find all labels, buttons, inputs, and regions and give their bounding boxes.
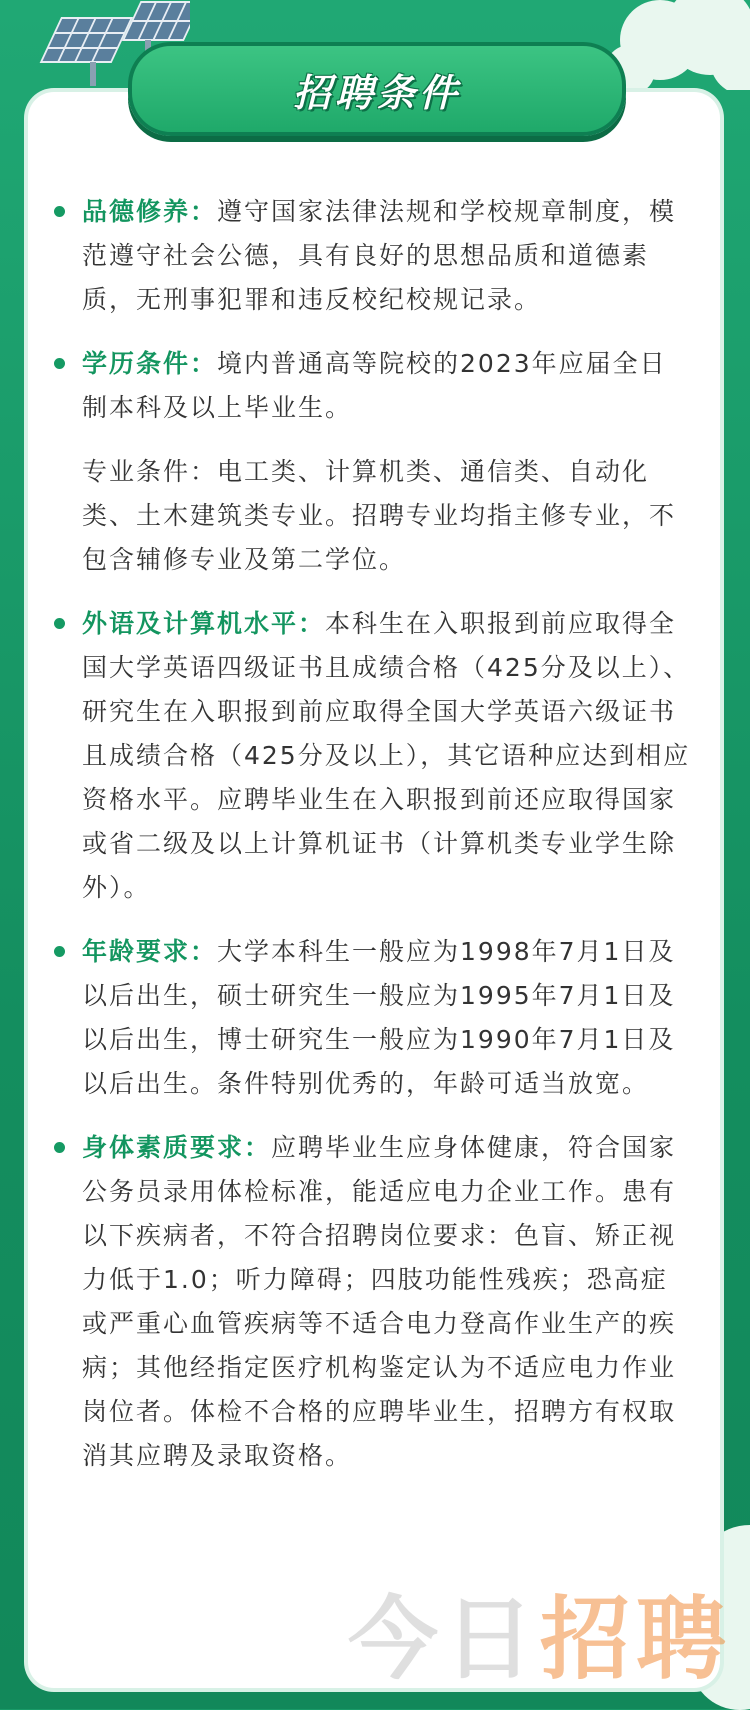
list-item — [52, 190, 692, 322]
page-title: 招聘条件 — [292, 70, 461, 115]
bullet-icon — [54, 946, 65, 957]
item-label: 外语及计算机水平： — [82, 609, 326, 638]
list-item — [52, 602, 692, 910]
watermark-part2: 招聘 — [540, 1587, 732, 1692]
watermark-part1: 今日 — [348, 1587, 540, 1692]
list-item — [52, 342, 692, 430]
item-text: 应聘毕业生应身体健康，符合国家公务员录用体检标准，能适应电力企业工作。患有以下疾病者，不符合招聘岗位要求：色盲、矫正视力低于1.0；听力障碍；四肢功能性残疾；恐高症或严重心血管疾病等不适合电力登高作业生产的疾病；其他经指定医疗机构鉴定认为不适应电力作业岗位者。体检不合格的应聘毕业生，招聘方有权取消其应聘及录取资格。 — [82, 1133, 677, 1470]
item-extra-text: 专业条件：电工类、计算机类、通信类、自动化类、土木建筑类专业。招聘专业均指主修专业，不包含辅修专业及第二学位。 — [82, 457, 677, 574]
item-text: 大学本科生一般应为1998年7月1日及以后出生，硕士研究生一般应为1995年7月1日及以后出生，博士研究生一般应为1990年7月1日及以后出生。条件特别优秀的，年龄可适当放宽。 — [82, 937, 676, 1098]
item-label: 学历条件： — [82, 349, 218, 378]
bullet-icon — [54, 358, 65, 369]
bullet-icon — [54, 618, 65, 629]
list-item-note — [52, 450, 692, 582]
bullet-icon — [54, 1142, 65, 1153]
item-label: 年龄要求： — [82, 937, 218, 966]
list-item — [52, 1126, 692, 1478]
item-text: 本科生在入职报到前应取得全国大学英语四级证书且成绩合格（425分及以上）、研究生在入职报到前应取得全国大学英语六级证书且成绩合格（425分及以上），其它语种应达到相应资格水平。应聘毕业生在入职报到前还应取得国家或省二级及以上计算机证书（计算机类专业学生除外）。 — [82, 609, 691, 902]
item-label: 身体素质要求： — [82, 1133, 272, 1162]
list-item — [52, 930, 692, 1106]
requirements-list — [52, 190, 692, 1498]
item-label: 品德修养： — [82, 197, 218, 226]
header-banner — [128, 42, 626, 136]
item-text: 境内普通高等院校的2023年应届全日制本科及以上毕业生。 — [82, 349, 667, 422]
item-text: 遵守国家法律法规和学校规章制度，模范遵守社会公德，具有良好的思想品质和道德素质，无刑事犯罪和违反校纪校规记录。 — [82, 197, 677, 314]
bullet-icon — [54, 206, 65, 217]
watermark — [348, 1587, 732, 1692]
